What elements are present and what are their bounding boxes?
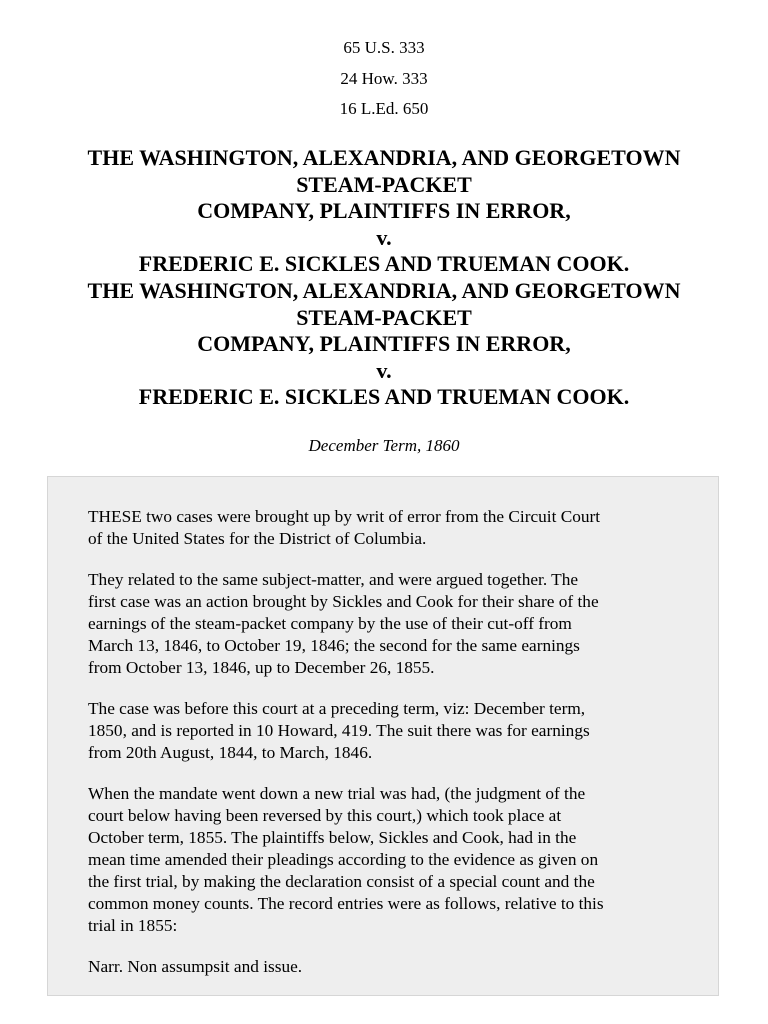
term-date: December Term, 1860 (308, 436, 460, 455)
paragraph-line: the first trial, by making the declaration consist of a special count and the (88, 872, 595, 891)
paragraph-line: When the mandate went down a new trial was had, (the judgment of the (88, 784, 586, 803)
caption-line: FREDERIC E. SICKLES AND TRUEMAN COOK. (138, 384, 630, 410)
paragraph (88, 506, 688, 550)
paragraph (88, 698, 688, 764)
caption-line: COMPANY, PLAINTIFFS IN ERROR, (197, 198, 571, 224)
caption-line: THE WASHINGTON, ALEXANDRIA, AND GEORGETOWN (87, 277, 681, 303)
citation-block (0, 33, 768, 125)
caption-line: COMPANY, PLAINTIFFS IN ERROR, (197, 331, 571, 357)
paragraph-line: They related to the same subject-matter, and were argued together. The (88, 570, 579, 589)
paragraph (88, 569, 688, 679)
paragraph-line: mean time amended their pleadings according to the evidence as given on (88, 850, 599, 869)
paragraph-line: earnings of the steam-packet company by the use of their cut-off from (88, 614, 572, 633)
paragraph-line: of the United States for the District of Columbia. (88, 529, 427, 548)
paragraph-line: from October 13, 1846, up to December 26, 1855. (88, 658, 435, 677)
paragraph-line: common money counts. The record entries were as follows, relative to this (88, 894, 604, 913)
caption-line: STEAM-PACKET (296, 304, 472, 330)
paragraph-line: October term, 1855. The plaintiffs below, Sickles and Cook, had in the (88, 828, 577, 847)
paragraph-line: court below having been reversed by this court,) which took place at (88, 806, 562, 825)
citation-us-reports: 65 U.S. 333 (343, 38, 425, 57)
paragraph-line: trial in 1855: (88, 916, 178, 935)
paragraph-line: first case was an action brought by Sickles and Cook for their share of the (88, 592, 599, 611)
paragraph-line: March 13, 1846, to October 19, 1846; the second for the same earnings (88, 636, 580, 655)
paragraph-line: THESE two cases were brought up by writ of error from the Circuit Court (88, 507, 601, 526)
caption-line: THE WASHINGTON, ALEXANDRIA, AND GEORGETOWN (87, 145, 681, 170)
case-caption (0, 145, 768, 411)
paragraph (88, 783, 688, 937)
opinion-text-box (47, 476, 719, 996)
caption-line: FREDERIC E. SICKLES AND TRUEMAN COOK. (138, 251, 630, 277)
paragraph-line: 1850, and is reported in 10 Howard, 419. The suit there was for earnings (88, 721, 590, 740)
paragraph-line: The case was before this court at a preceding term, viz: December term, (88, 699, 586, 718)
caption-line: v. (376, 357, 392, 383)
caption-line: STEAM-PACKET (296, 171, 472, 197)
paragraph-line: Narr. Non assumpsit and issue. (88, 957, 303, 976)
citation-howard: 24 How. 333 (340, 68, 428, 88)
paragraph (88, 956, 688, 978)
citation-lawyers-edition: 16 L.Ed. 650 (339, 99, 429, 118)
paragraph-line: from 20th August, 1844, to March, 1846. (88, 743, 373, 762)
caption-line: v. (376, 224, 392, 250)
